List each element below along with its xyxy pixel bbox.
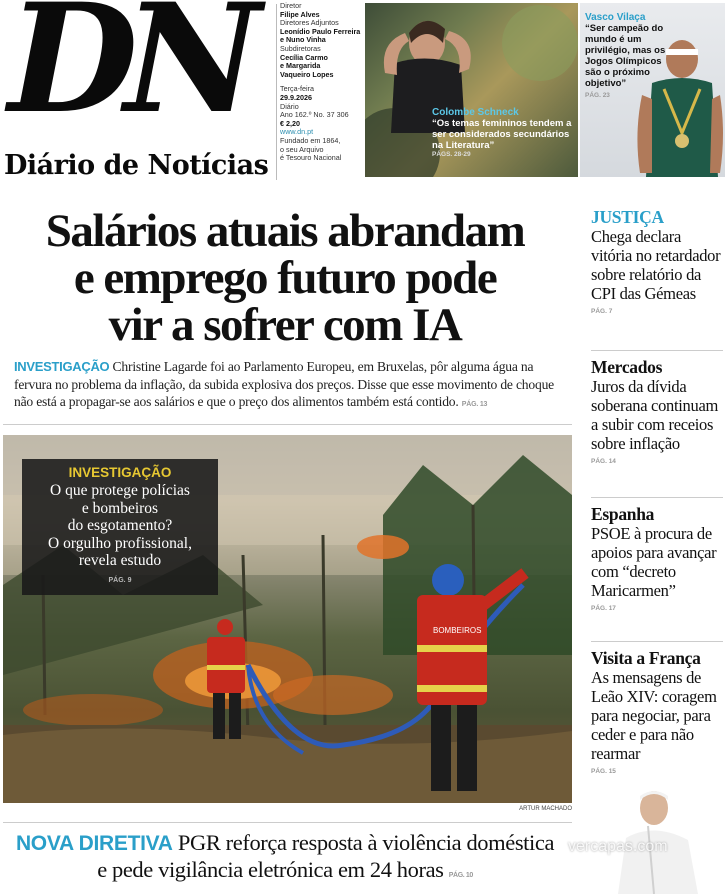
photo-story-box[interactable] (22, 459, 218, 595)
sub-label: Subdiretoras (280, 43, 321, 53)
photo-story-line-2: e bombeiros (81, 499, 159, 517)
masthead-divider (276, 4, 277, 180)
watermark: vercapas.com (568, 838, 668, 855)
sidebar-item-visita-franca[interactable] (591, 649, 723, 775)
bottom-line-1: PGR reforça resposta à violência doméstica (172, 830, 555, 855)
headline-line-2: e emprego futuro pode (73, 252, 497, 304)
headline-line-1: Salários atuais abrandam (45, 205, 525, 257)
sub-name-1: Cecília Carmo (280, 52, 328, 62)
photo-story-kicker: INVESTIGAÇÃO (68, 465, 172, 480)
headline-line-3: vir a sofrer com IA (108, 299, 462, 351)
divider (3, 424, 572, 425)
teaser-colombe-schneck[interactable] (365, 3, 578, 177)
photo-credit: ARTUR MACHADO (519, 806, 572, 812)
sidebar-item-title: Mercados (591, 357, 663, 377)
lead-text: Christine Lagarde foi ao Parlamento Europeu, em Bruxelas, pôr alguma água na fervura no problema da inflação, da subida explosiva dos preços. Disse que esse movimento de choque não está a propagar-se aos salários e que o preço dos alimentos também está contido. (14, 359, 555, 409)
sidebar-item-title: Espanha (591, 504, 655, 524)
bottom-page: PÁG. 10 (448, 872, 473, 879)
photo-story-headline (22, 482, 218, 570)
sidebar-item-text: Chega declara vitória no retardador sobre relatório da CPI das Gémeas (591, 227, 721, 303)
divider (3, 822, 572, 823)
sidebar-item-text: As mensagens de Leão XIV: coragem para negociar, para ceder e para não rearmar (591, 668, 717, 763)
lead-page: PÁG. 13 (461, 401, 488, 408)
sidebar-divider (591, 641, 723, 642)
sub-name-3: Vaqueiro Lopes (280, 69, 334, 79)
sub-name-2: e Margarida (280, 61, 321, 71)
teaser-page: PÁG. 23 (585, 92, 610, 99)
lead-kicker: INVESTIGAÇÃO (14, 359, 110, 374)
issue-day: Terça-feira (280, 84, 314, 94)
firefighter-left (207, 619, 245, 739)
sidebar-item-page: PÁG. 7 (591, 308, 613, 315)
adjuntos-label: Diretores Adjuntos (280, 18, 339, 28)
issue-date: 29.9.2026 (280, 92, 312, 102)
teaser-name: Vasco Vilaça (585, 12, 646, 23)
main-headline[interactable] (0, 205, 570, 351)
sidebar-item-text: PSOE à procura de apoios para avançar com “decreto Maricarmen” (591, 524, 717, 600)
sidebar-item-page: PÁG. 17 (591, 605, 616, 612)
sidebar-divider (591, 497, 723, 498)
sidebar-item-mercados[interactable] (591, 358, 723, 465)
photo-story-line-3: do esgotamento? (67, 517, 173, 534)
founded-line-1: Fundado em 1864, (280, 135, 341, 145)
director-label: Diretor (280, 1, 302, 10)
masthead (0, 0, 728, 190)
teaser-name: Colombe Schneck (432, 107, 519, 118)
bombeiros-text: BOMBEIROS (433, 626, 482, 635)
newspaper-name: Diário de Notícias (4, 150, 269, 181)
sidebar-item-espanha[interactable] (591, 505, 723, 612)
issue-price: € 2,20 (280, 118, 300, 128)
photo-story-page: PÁG. 9 (108, 576, 132, 584)
teaser-quote: “Os temas femininos tendem a ser considerados secundários na Literatura” (432, 118, 572, 151)
founded-line-2: o seu Arquivo (280, 144, 324, 154)
founded-line-3: é Tesouro Nacional (280, 153, 342, 163)
photo-story-line-1: O que protege polícias (50, 482, 190, 499)
bottom-story[interactable] (0, 830, 570, 889)
sidebar-item-text: Juros da dívida soberana continuam a subir com receios sobre inflação (591, 377, 719, 453)
teaser-vasco-vilaca[interactable] (580, 3, 725, 177)
bottom-kicker: NOVA DIRETIVA (15, 832, 173, 855)
sidebar-item-title: JUSTIÇA (591, 207, 664, 227)
edition-number: Ano 162.º No. 37 306 (280, 110, 349, 120)
main-lead (14, 358, 566, 414)
website-link[interactable]: www.dn.pt (280, 127, 314, 137)
sidebar-item-justica[interactable] (591, 208, 723, 315)
adjuntos-name-1: Leonídio Paulo Ferreira (280, 26, 361, 36)
staff-credits (280, 2, 362, 163)
teaser-page: PÁGS. 28-29 (432, 151, 471, 158)
newspaper-logo[interactable] (2, 2, 272, 182)
edition-label: Diário (280, 101, 299, 111)
adjuntos-name-2: e Nuno Vinha (280, 35, 326, 45)
logo-letters: DN (8, 0, 248, 147)
director-name: Filipe Alves (280, 9, 320, 19)
sidebar-item-page: PÁG. 15 (591, 768, 616, 775)
sidebar-item-title: Visita a França (591, 648, 701, 668)
photo-story-line-4: O orgulho profissional, (48, 534, 192, 552)
sidebar-item-page: PÁG. 14 (591, 458, 616, 465)
bottom-line-2: e pede vigilância eletrónica em 24 horas (97, 857, 444, 882)
sidebar-divider (591, 350, 723, 351)
teaser-quote: “Ser campeão do mundo é um privilégio, mas os Jogos Olímpicos são o próximo objetivo” (585, 23, 666, 89)
photo-story-line-5: revela estudo (78, 552, 162, 569)
